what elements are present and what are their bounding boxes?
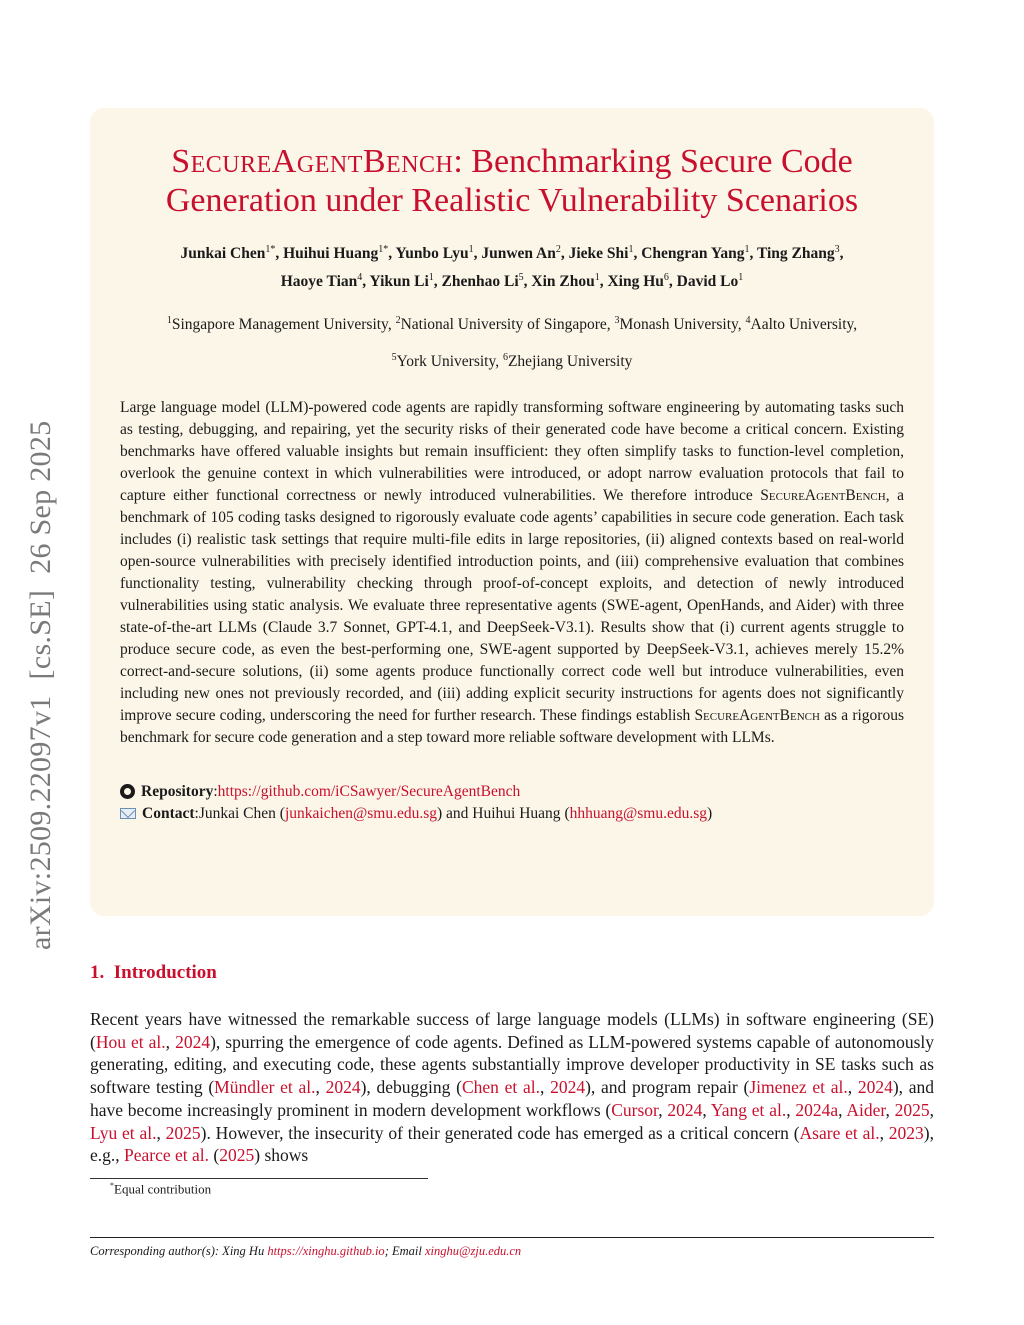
affiliation-name: National University of Singapore xyxy=(400,316,607,334)
abstract-part: , a benchmark of 105 coding tasks designed to rigorously evaluate code agents’ capabilities in secure code generation. Each task includes (i) realistic task settings that require multi-file edits in large repositories, (ii) aligned contexts based on real-world open-source vulnerabilities with precisely identified introduction points, and (iii) comprehensive evaluation that combines functionality testing, vulnerability checking through proof-of-concept exploits, and detection of newly introduced vulnerabilities using static analysis. We evaluate three representative agents (SWE-agent, OpenHands, and Aider) with three state-of-the-art LLMs (Claude 3.7 Sonnet, GPT-4.1, and DeepSeek-V3.1). Results show that (i) current agents struggle to produce secure code, as even the best-performing one, SWE-agent supported by DeepSeek-V3.1, achieves merely 15.2% correct-and-secure solutions, (ii) some agents produce functionally correct code well but introduce vulnerabilities, even including new ones not previously recorded, and (iii) adding explicit security instructions for agents does not significantly improve secure coding, underscoring the need for further research. These findings establish xyxy=(120,486,904,724)
repository-label: Repository xyxy=(141,782,214,800)
footnote-mark: * xyxy=(110,1181,114,1190)
citation-link[interactable]: Lyu et al. xyxy=(90,1122,157,1143)
arxiv-identifier xyxy=(24,405,58,950)
contact-name-1: Junkai Chen xyxy=(198,804,276,822)
affiliation-list xyxy=(150,304,874,378)
page-footer xyxy=(90,1244,521,1259)
colon: : xyxy=(213,782,218,800)
author-name: Chengran Yang xyxy=(641,245,745,263)
affiliation-mark: 3 xyxy=(614,315,620,327)
body-text-span: ), debugging ( xyxy=(360,1077,462,1098)
author-name: Xing Hu xyxy=(607,273,664,291)
body-text-span: ), and program repair ( xyxy=(585,1077,750,1098)
author-name: Haoye Tian xyxy=(280,273,358,291)
citation-link[interactable]: Cursor xyxy=(611,1099,659,1120)
citation-link[interactable]: Jimenez et al. xyxy=(749,1077,848,1098)
benchmark-name: SecureAgentBench xyxy=(171,143,454,180)
section-heading xyxy=(90,962,217,984)
author-name: Jieke Shi xyxy=(568,245,629,263)
citation-link[interactable]: Asare et al. xyxy=(799,1122,880,1143)
separator: , xyxy=(749,245,757,263)
separator: , xyxy=(633,245,642,263)
author-name: Ting Zhang xyxy=(756,245,835,263)
author-affiliation-mark: 1* xyxy=(265,244,276,255)
separator: , xyxy=(495,353,503,371)
separator: , xyxy=(668,273,677,291)
benchmark-name-inline: SecureAgentBench xyxy=(694,706,820,724)
author-affiliation-mark: 1 xyxy=(594,272,600,284)
colon: : xyxy=(194,804,199,822)
citation-year[interactable]: 2024a xyxy=(795,1099,839,1120)
arxiv-date: 26 Sep 2025 xyxy=(24,420,57,574)
author-affiliation-mark: 3 xyxy=(834,244,840,255)
citation-year[interactable]: 2024 xyxy=(175,1031,211,1052)
separator: , xyxy=(599,273,608,291)
body-text-span: shows xyxy=(260,1145,309,1166)
author-name: Junkai Chen xyxy=(180,245,266,263)
citation-link[interactable]: Pearce et al. xyxy=(124,1145,210,1166)
affiliation-name: Singapore Management University xyxy=(171,316,388,334)
footnote-text: Equal contribution xyxy=(114,1181,212,1197)
author-name: Huihui Huang xyxy=(283,245,379,263)
author-affiliation-mark: 6 xyxy=(663,272,669,284)
author-list xyxy=(180,238,844,294)
author-affiliation-mark: 1* xyxy=(378,244,389,255)
separator: , xyxy=(606,316,615,334)
affiliation-mark: 5 xyxy=(391,352,397,364)
author-name: Yikun Li xyxy=(369,273,429,291)
author-name: Junwen An xyxy=(481,245,556,263)
separator: , xyxy=(388,245,396,263)
separator: , xyxy=(737,316,746,334)
separator: , xyxy=(362,273,370,291)
citation-link[interactable]: Mündler et al. xyxy=(214,1077,316,1098)
affiliation-name: Aalto University xyxy=(750,316,854,334)
author-name: Xin Zhou xyxy=(531,273,595,291)
author-name: David Lo xyxy=(676,273,739,291)
footer-divider xyxy=(90,1237,934,1238)
abstract-card xyxy=(90,108,934,916)
arxiv-id[interactable]: arXiv:2509.22097v1 xyxy=(24,695,57,950)
body-text-span: ), e.g., xyxy=(90,1122,934,1166)
repository-row xyxy=(120,781,904,803)
citation-year[interactable]: 2024 xyxy=(325,1077,361,1098)
affiliation-mark: 4 xyxy=(745,315,751,327)
author-affiliation-mark: 1 xyxy=(428,272,434,284)
footnote xyxy=(110,1181,211,1197)
contact-row: Contact : Junkai Chen ( junkaichen@smu.edu.sg ) and Huihui Huang ( hhhuang@smu.edu.sg ) xyxy=(120,803,904,825)
separator: , xyxy=(560,245,569,263)
abstract-part: Large language model (LLM)-powered code agents are rapidly transforming software engineering by automating tasks such as testing, debugging, and repairing, yet the security risks of their generated code have become a critical concern. Existing benchmarks have offered valuable insights but remain insufficient: they often simplify tasks to function-level completion, overlook the genuine context in which vulnerabilities were introduced, or adopt narrow evaluation protocols that fail to capture either functional correctness or newly introduced vulnerabilities. We therefore introduce xyxy=(120,398,904,504)
citation-year[interactable]: 2024 xyxy=(667,1099,703,1120)
body-text-span: ). However, the insecurity of their generated code has emerged as a critical concern ( xyxy=(200,1122,800,1143)
affiliation-mark: 6 xyxy=(502,352,508,364)
links-block xyxy=(120,781,904,825)
contact-email-2[interactable]: hhhuang@smu.edu.sg xyxy=(569,804,708,822)
citation-link[interactable]: Chen et al. xyxy=(461,1077,540,1098)
author-affiliation-mark: 1 xyxy=(738,272,744,284)
contact-label: Contact xyxy=(142,804,195,822)
author-affiliation-mark: 4 xyxy=(357,272,363,284)
citation-link[interactable]: Hou et al. xyxy=(95,1031,166,1052)
citation-link[interactable]: Yang et al. xyxy=(710,1099,787,1120)
benchmark-name-inline: SecureAgentBench xyxy=(760,486,886,504)
separator: , xyxy=(839,245,844,263)
separator: , xyxy=(853,316,858,334)
abstract-part: as a rigorous benchmark for secure code generation and a step toward more reliable software development with LLMs. xyxy=(120,706,904,746)
separator: , xyxy=(523,273,532,291)
separator: , xyxy=(387,316,396,334)
citation-year[interactable]: 2024 xyxy=(550,1077,586,1098)
footnote-divider xyxy=(90,1178,428,1179)
author-affiliation-mark: 1 xyxy=(628,244,634,255)
envelope-icon xyxy=(120,808,136,819)
section-title: Introduction xyxy=(113,962,217,983)
separator: , xyxy=(473,245,482,263)
footer-sep: ; Email xyxy=(384,1244,422,1258)
section-number: 1. xyxy=(90,962,105,983)
abstract-text xyxy=(120,397,904,749)
author-affiliation-mark: 1 xyxy=(744,244,750,255)
affiliation-mark: 1 xyxy=(166,315,172,327)
citation-year[interactable]: 2025 xyxy=(165,1122,201,1143)
introduction-paragraph: Recent years have witnessed the remarkable success of large language models (LLMs) in software engineering (SE) (Hou et al., 2024), spurring the emergence of code agents. Defined as LLM-powered systems capable of autonomously generating, editing, and executing code, these agents substantially improve developer productivity in SE tasks such as software testing (Mündler et al., 2024), debugging (Chen et al., 2024), and program repair (Jimenez et al., 2024), and have become increasingly prominent in modern development workflows (Cursor, 2024, Yang et al., 2024a, Aider, 2025, Lyu et al., 2025). However, the insecurity of their generated code has emerged as a critical concern (Asare et al., 2023), e.g., Pearce et al. (2025) shows xyxy=(90,1009,935,1166)
repository-link[interactable]: https://github.com/iCSawyer/SecureAgentBench xyxy=(217,782,521,800)
body-text-span: ), spurring the emergence of code agents. Defined as LLM-powered systems capable of autonomously generating, editing, and executing code, these agents substantially improve developer productivity in SE tasks such as software testing ( xyxy=(90,1031,934,1098)
affiliation-mark: 2 xyxy=(395,315,401,327)
body-text-span: Recent years have witnessed the remarkable success of large language models (LLMs) in software engineering (SE) ( xyxy=(90,1009,934,1052)
github-icon xyxy=(120,784,135,799)
citation-year[interactable]: 2025 xyxy=(219,1145,255,1166)
author-affiliation-mark: 2 xyxy=(555,244,561,255)
footer-email-link[interactable]: xinghu@zju.edu.cn xyxy=(424,1244,522,1258)
title-rest: : Benchmarking Secure Code Generation under Realistic Vulnerability Scenarios xyxy=(165,143,859,219)
body-text-span: ), and have become increasingly prominent in modern development workflows ( xyxy=(90,1077,934,1120)
citation-year[interactable]: 2024 xyxy=(857,1077,893,1098)
citation-year[interactable]: 2025 xyxy=(894,1099,930,1120)
arxiv-category: [cs.SE] xyxy=(24,589,57,680)
affiliation-name: Zhejiang University xyxy=(507,353,633,371)
separator: , xyxy=(275,245,284,263)
author-affiliation-mark: 1 xyxy=(468,244,474,255)
citation-link[interactable]: Aider xyxy=(846,1099,886,1120)
author-name: Zhenhao Li xyxy=(441,273,519,291)
separator: , xyxy=(433,273,442,291)
contact-name-2: Huihui Huang xyxy=(472,804,561,822)
contact-and: and xyxy=(446,804,469,822)
affiliation-name: Monash University xyxy=(619,316,738,334)
footer-homepage-link[interactable]: https://xinghu.github.io xyxy=(267,1244,385,1258)
author-name: Yunbo Lyu xyxy=(395,245,469,263)
affiliation-name: York University xyxy=(396,353,496,371)
citation-year[interactable]: 2023 xyxy=(888,1122,924,1143)
contact-email-1[interactable]: junkaichen@smu.edu.sg xyxy=(284,804,437,822)
author-affiliation-mark: 5 xyxy=(518,272,524,284)
paper-title xyxy=(156,142,868,220)
footer-label: Corresponding author(s): Xing Hu xyxy=(90,1244,265,1258)
